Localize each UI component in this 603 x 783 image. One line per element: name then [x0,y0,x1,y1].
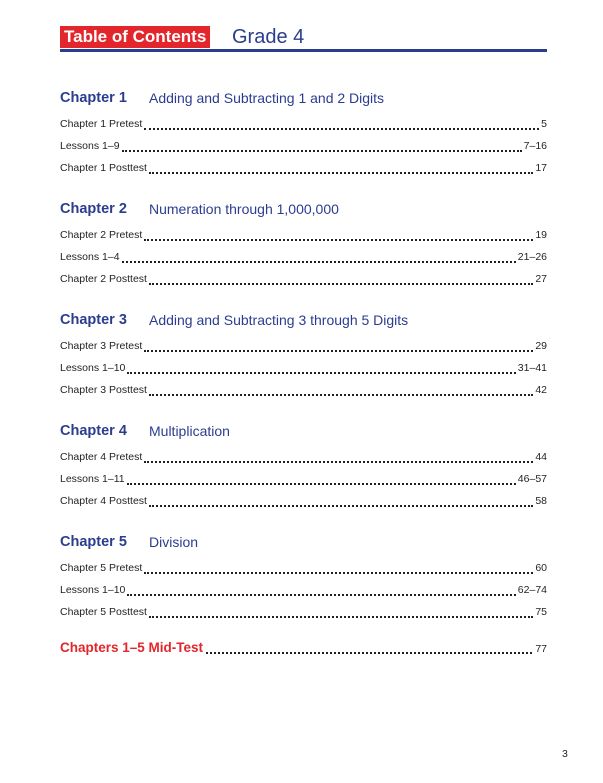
chapter-title: Division [149,534,199,550]
dot-leader [144,127,539,130]
entry-label: Chapter 4 Posttest [60,495,147,507]
dot-leader [149,504,533,507]
entry-label: Chapter 1 Posttest [60,162,147,174]
chapter-number: Chapter 4 [60,423,127,439]
entry-page: 75 [535,606,547,618]
chapter-number: Chapter 2 [60,201,127,217]
dot-leader [149,282,533,285]
entry-label: Chapter 1 Pretest [60,118,143,130]
toc-entry[interactable] [60,249,547,265]
entry-label: Lessons 1–4 [60,251,120,263]
toc-entry[interactable] [60,116,547,132]
entry-label: Lessons 1–9 [60,140,120,152]
page-header [60,24,547,54]
toc-entry[interactable] [60,227,547,243]
toc-entry[interactable] [60,360,547,376]
dot-leader [127,371,515,374]
entry-label: Chapter 5 Pretest [60,562,143,574]
header-rule [60,49,547,52]
toc-entry[interactable] [60,138,547,154]
entry-page: 21–26 [517,251,547,263]
midtest-label: Chapters 1–5 Mid-Test [60,640,204,655]
entry-label: Lessons 1–11 [60,473,125,485]
toc-entry[interactable] [60,604,547,620]
entry-page: 19 [535,229,547,241]
toc-entry[interactable] [60,382,547,398]
entry-page: 58 [535,495,547,507]
entry-page: 62–74 [517,584,547,596]
entry-page: 17 [535,162,547,174]
grade-label: Grade 4 [232,26,305,48]
toc-entry[interactable] [60,560,547,576]
entry-label: Lessons 1–10 [60,362,126,374]
dot-leader [127,593,515,596]
entry-page: 46–57 [517,473,547,485]
toc-title: Table of Contents [60,26,210,48]
chapter-title: Numeration through 1,000,000 [149,201,339,217]
chapter-title: Multiplication [149,423,230,439]
dot-leader [122,260,516,263]
toc-entry[interactable] [60,338,547,354]
entry-label: Chapter 3 Posttest [60,384,147,396]
toc-entry[interactable] [60,449,547,465]
toc-entry[interactable] [60,160,547,176]
dot-leader [127,482,516,485]
dot-leader [122,149,522,152]
toc-entry[interactable] [60,582,547,598]
toc-entry[interactable] [60,471,547,487]
chapter-number: Chapter 3 [60,312,127,328]
chapter-number: Chapter 5 [60,534,127,550]
toc-entry[interactable] [60,493,547,509]
dot-leader [149,393,533,396]
dot-leader [149,171,533,174]
dot-leader [206,651,532,654]
entry-label: Chapter 2 Pretest [60,229,143,241]
dot-leader [144,349,533,352]
chapter-title: Adding and Subtracting 1 and 2 Digits [149,90,385,106]
entry-page: 44 [535,451,547,463]
entry-label: Lessons 1–10 [60,584,126,596]
dot-leader [144,460,533,463]
toc-entry[interactable] [60,271,547,287]
page-number: 3 [562,748,568,760]
dot-leader [144,571,533,574]
entry-label: Chapter 3 Pretest [60,340,143,352]
entry-page: 29 [535,340,547,352]
entry-page: 5 [541,118,547,130]
entry-page: 31–41 [517,362,547,374]
entry-label: Chapter 4 Pretest [60,451,143,463]
midtest-entry[interactable] [60,638,547,658]
entry-label: Chapter 2 Posttest [60,273,147,285]
chapter-title: Adding and Subtracting 3 through 5 Digits [149,312,409,328]
entry-page: 42 [535,384,547,396]
entry-page: 7–16 [523,140,547,152]
entry-label: Chapter 5 Posttest [60,606,147,618]
dot-leader [149,615,533,618]
entry-page: 27 [535,273,547,285]
dot-leader [144,238,533,241]
midtest-page: 77 [535,643,547,655]
chapter-number: Chapter 1 [60,90,127,106]
entry-page: 60 [535,562,547,574]
